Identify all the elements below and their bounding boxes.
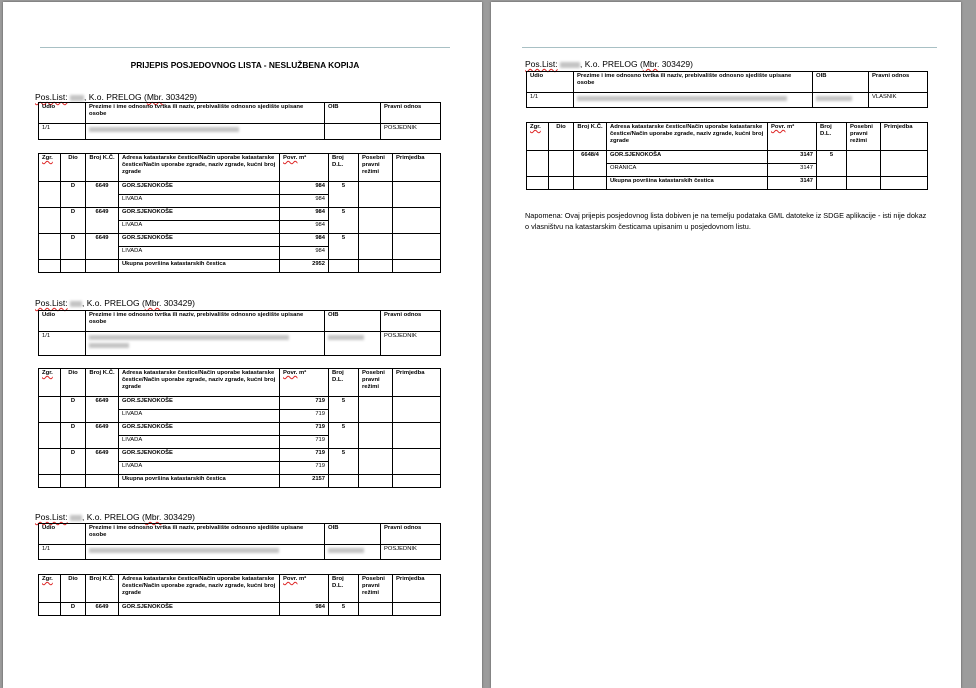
- parcel-table-3: Zgr. Dio Broj K.Č. Adresa katastarske čestice/Način uporabe katastarske čestice/Način uporabe zgrade, naziv zgrade, kućni broj zgrade Povr. m² Broj D.L. Posebni pravni režimi Primjedba D 6649 GOR.SJENOKOŠE 984 5: [38, 574, 441, 616]
- redacted-owner-name: [89, 548, 279, 553]
- parcel-row: D 6649 GOR.SJENOKOŠE 719 5: [39, 423, 441, 436]
- redacted-list-number: [70, 95, 84, 101]
- parcel-row: D 6649 GOR.SJENOKOŠE 719 5: [39, 449, 441, 462]
- header-rule: [522, 47, 937, 48]
- header-rule: [40, 47, 450, 48]
- owner-row: 1/1 VLASNIK: [527, 93, 928, 108]
- parcel-use-row: LIVADA 984: [39, 247, 441, 260]
- poslist-heading-2: Pos.List: , K.o. PRELOG (Mbr. 303429): [35, 298, 195, 308]
- redacted-list-number: [70, 515, 82, 521]
- poslist-heading-1: Pos.List: , K.o. PRELOG (Mbr. 303429): [35, 92, 197, 102]
- document-page-1: [3, 2, 482, 688]
- redacted-owner-name: [89, 127, 239, 132]
- parcel-table-2: Zgr. Dio Broj K.Č. Adresa katastarske čestice/Način uporabe katastarske čestice/Način uporabe zgrade, naziv zgrade, kućni broj zgrade Povr. m² Broj D.L. Posebni pravni režimi Primjedba D 6649 GOR.SJENOKOŠE 719 5 LIVADA 719 D 6649 GOR.SJENOKOŠE 719 5 LIVADA 719 D 6649 GOR.SJENOKOŠE 719 5 LIVADA 719 Ukupna površina katastarskih čestica 2157: [38, 368, 441, 488]
- parcel-table-4: Zgr. Dio Broj K.Č. Adresa katastarske čestice/Način uporabe katastarske čestice/Način uporabe zgrade, naziv zgrade, kućni broj zgrade Povr. m² Broj D.L. Posebni pravni režimi Primjedba 6648/4 GOR.SJENOKOŠA 3147 5 ORANICA 3147 Ukupna površina katastarskih čestica 3147: [526, 122, 928, 190]
- poslist-heading-4: Pos.List: , K.o. PRELOG (Mbr. 303429): [525, 59, 693, 69]
- redacted-oib: [328, 335, 364, 340]
- parcel-row: 6648/4 GOR.SJENOKOŠA 3147 5: [527, 151, 928, 164]
- parcel-row: D 6649 GOR.SJENOKOŠE 719 5: [39, 397, 441, 410]
- document-title: PRIJEPIS POSJEDOVNOG LISTA - NESLUŽBENA KOPIJA: [130, 60, 360, 70]
- redacted-owner-name: [89, 335, 289, 340]
- parcel-row: D 6649 GOR.SJENOKOŠE 984 5: [39, 603, 441, 616]
- parcel-use-row: LIVADA 984: [39, 195, 441, 208]
- owner-table-1: Udio Prezime i ime odnosno tvrtka ili naziv, prebivalište odnosno sjedište upisane osobe OIB Pravni odnos 1/1 POSJEDNIK: [38, 102, 441, 140]
- parcel-row: D 6649 GOR.SJENOKOŠE 984 5: [39, 208, 441, 221]
- parcel-row: D 6649 GOR.SJENOKOŠE 984 5: [39, 182, 441, 195]
- total-row: Ukupna površina katastarskih čestica 2157: [39, 475, 441, 488]
- owner-row: 1/1 POSJEDNIK: [39, 124, 441, 140]
- document-page-2: [491, 2, 961, 688]
- total-row: Ukupna površina katastarskih čestica 2952: [39, 260, 441, 273]
- parcel-table-1: Zgr. Dio Broj K.Č. Adresa katastarske čestice/Način uporabe katastarske čestice/Način uporabe zgrade, naziv zgrade, kućni broj zgrade Povr. m² Broj D.L. Posebni pravni režimi Primjedba D 6649 GOR.SJENOKOŠE 984 5 LIVADA 984 D 6649 GOR.SJENOKOŠE 984 5 LIVADA 984 D 6649 GOR.SJENOKOŠE 984 5 LIVADA 984 Ukupna površina katastarskih čestica 2952: [38, 153, 441, 273]
- parcel-use-row: LIVADA 719: [39, 436, 441, 449]
- redacted-owner-name: [577, 96, 787, 101]
- parcel-row: D 6649 GOR.SJENOKOŠE 984 5: [39, 234, 441, 247]
- redacted-list-number: [70, 301, 82, 307]
- parcel-use-row: LIVADA 719: [39, 462, 441, 475]
- owner-row: 1/1 POSJEDNIK: [39, 545, 441, 560]
- disclaimer-note: Napomena: Ovaj prijepis posjedovnog lista dobiven je na temelju podataka GML datoteke iz SDGE aplikacije - isti nije dokaz o vlasništvu na katastarskim česticama upisanim u posjedovnom listu.: [525, 211, 927, 231]
- redacted-list-number: [560, 62, 580, 68]
- owner-table-2: Udio Prezime i ime odnosno tvrtka ili naziv, prebivalište odnosno sjedište upisane osobe OIB Pravni odnos 1/1 POSJEDNIK: [38, 310, 441, 356]
- poslist-heading-3: Pos.List: , K.o. PRELOG (Mbr. 303429): [35, 512, 195, 522]
- redacted-oib: [816, 96, 852, 101]
- parcel-use-row: ORANICA 3147: [527, 164, 928, 177]
- owner-table-3: Udio Prezime i ime odnosno tvrtka ili naziv, prebivalište odnosno sjedište upisane osobe OIB Pravni odnos 1/1 POSJEDNIK: [38, 523, 441, 560]
- owner-table-4: Udio Prezime i ime odnosno tvrtka ili naziv, prebivalište odnosno sjedište upisane osobe OIB Pravni odnos 1/1 VLASNIK: [526, 71, 928, 108]
- parcel-use-row: LIVADA 719: [39, 410, 441, 423]
- parcel-use-row: LIVADA 984: [39, 221, 441, 234]
- owner-row: 1/1 POSJEDNIK: [39, 332, 441, 356]
- total-row: Ukupna površina katastarskih čestica 3147: [527, 177, 928, 190]
- redacted-oib: [328, 548, 364, 553]
